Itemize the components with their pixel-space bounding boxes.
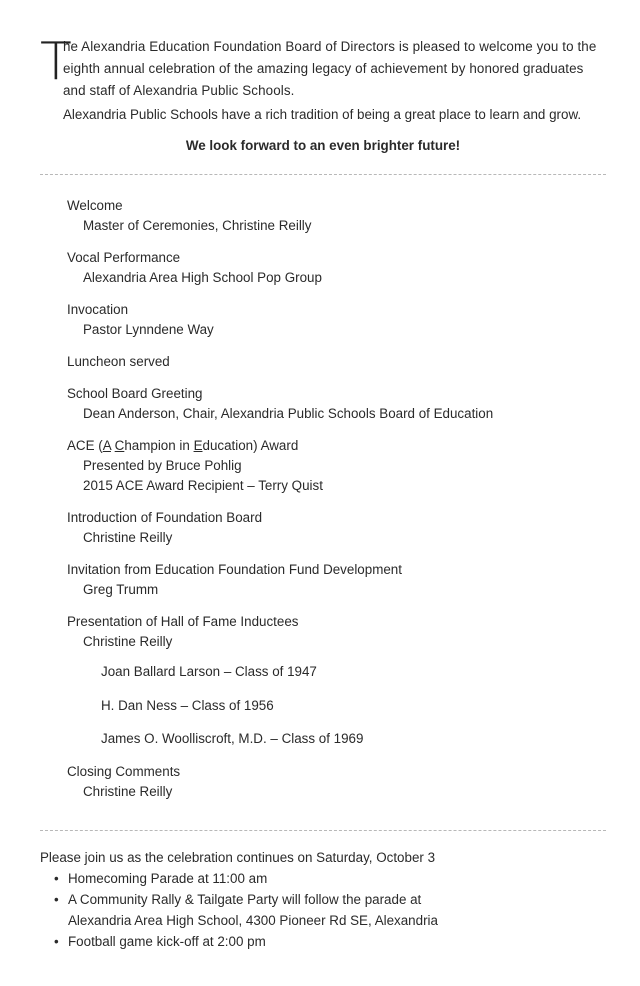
bullet-dot: • (54, 871, 59, 886)
drop-cap: T (40, 32, 72, 92)
item-title: School Board Greeting (67, 386, 203, 401)
program-item-invitation (67, 560, 402, 600)
program-item-board-greeting (67, 384, 493, 424)
divider-bottom (40, 830, 606, 831)
footer-lead: Please join us as the celebration continues on Saturday, October 3 (40, 850, 436, 865)
intro-paragraph: he Alexandria Education Foundation Board of Directors is pleased to welcome you to the eighth annual celebration of the amazing legacy of achievement by honored graduates and staff of Alexandria Public Schools. (63, 39, 597, 98)
inductee-3: James O. Woolliscroft, M.D. – Class of 1969 (101, 731, 364, 746)
intro-section (40, 32, 606, 153)
item-title: Invitation from Education Foundation Fund Development (67, 562, 402, 577)
item-title: Welcome (67, 198, 123, 213)
intro-tagline: We look forward to an even brighter future! (185, 138, 461, 153)
program-item-closing (67, 762, 180, 802)
item-title: ACE (A Champion in Education) Award (67, 438, 299, 453)
item-detail: Christine Reilly (83, 784, 173, 799)
item-detail: Dean Anderson, Chair, Alexandria Public Schools Board of Education (83, 406, 494, 421)
program-item-vocal (67, 248, 322, 288)
item-detail: Christine Reilly (83, 634, 173, 649)
program-item-ace-award (67, 436, 323, 496)
bullet-dot: • (54, 934, 59, 949)
footer-bullet-football: • Football game kick-off at 2:00 pm (40, 931, 620, 952)
program-item-invocation (67, 300, 214, 340)
intro-tradition: Alexandria Public Schools have a rich tradition of being a great place to learn and grow. (63, 107, 582, 122)
item-title: Luncheon served (67, 354, 170, 369)
item-detail: Alexandria Area High School Pop Group (83, 270, 322, 285)
item-detail: Master of Ceremonies, Christine Reilly (83, 218, 312, 233)
item-detail: Greg Trumm (83, 582, 159, 597)
program-item-welcome (67, 196, 311, 236)
item-title: Closing Comments (67, 764, 181, 779)
footer-section (40, 847, 620, 952)
divider-top (40, 174, 606, 175)
item-title: Introduction of Foundation Board (67, 510, 263, 525)
item-title: Vocal Performance (67, 250, 181, 265)
item-detail: Christine Reilly (83, 530, 173, 545)
item-detail-recipient: 2015 ACE Award Recipient – Terry Quist (83, 478, 323, 493)
item-detail-presenter: Presented by Bruce Pohlig (83, 458, 242, 473)
footer-bullet-rally: • A Community Rally & Tailgate Party will follow the parade at (40, 889, 620, 910)
bullet-dot: • (54, 892, 59, 907)
item-title: Invocation (67, 302, 129, 317)
program-item-luncheon (67, 352, 170, 372)
program-item-presentation (67, 612, 299, 652)
item-detail: Pastor Lynndene Way (83, 322, 214, 337)
footer-bullet-parade: • Homecoming Parade at 11:00 am (40, 868, 620, 889)
program-item-foundation-board (67, 508, 262, 548)
footer-rally-location: Alexandria Area High School, 4300 Pioneer Rd SE, Alexandria (68, 913, 438, 928)
inductee-1: Joan Ballard Larson – Class of 1947 (101, 664, 317, 679)
inductee-2: H. Dan Ness – Class of 1956 (101, 698, 274, 713)
item-title: Presentation of Hall of Fame Inductees (67, 614, 299, 629)
